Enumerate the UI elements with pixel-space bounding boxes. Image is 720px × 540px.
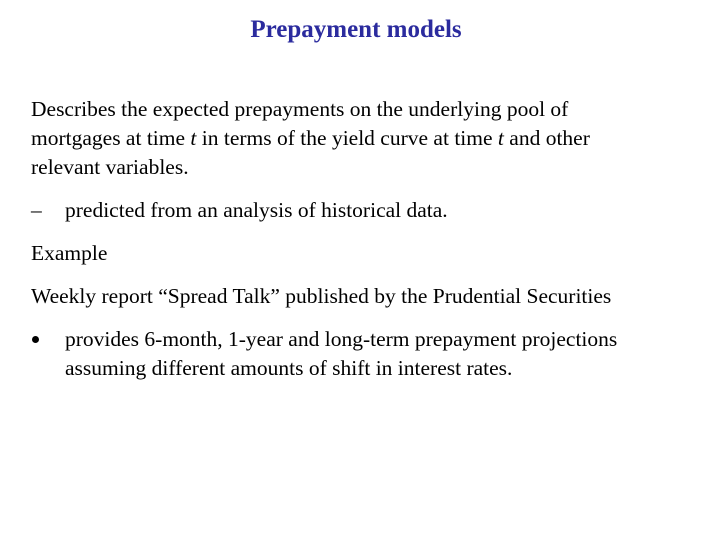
bullet-item-line-1: provides 6-month, 1-year and long-term prepayment projections: [65, 327, 618, 351]
intro-line-2: [31, 124, 681, 153]
slide-title: Prepayment models: [250, 16, 462, 43]
weekly-report-text: Weekly report “Spread Talk” published by the Prudential Securities: [31, 284, 612, 308]
time-variable: t: [497, 126, 504, 150]
bullet-dot-icon: [32, 336, 39, 343]
intro-line-1: Describes the expected prepayments on the underlying pool of: [31, 97, 569, 121]
intro-paragraph: [31, 95, 681, 182]
intro-line-2-part-c: and other: [503, 126, 590, 150]
intro-line-3: relevant variables.: [31, 155, 189, 179]
bullet-item-line-2: assuming different amounts of shift in interest rates.: [65, 356, 513, 380]
time-variable: t: [190, 126, 197, 150]
dash-marker: –: [31, 198, 42, 222]
intro-line-2-part-a: mortgages at time: [31, 126, 191, 150]
example-heading: Example: [31, 241, 108, 265]
intro-line-2-part-b: in terms of the yield curve at time: [196, 126, 498, 150]
dash-item-text: predicted from an analysis of historical data.: [65, 198, 448, 222]
bullet-item-text: [65, 325, 617, 383]
